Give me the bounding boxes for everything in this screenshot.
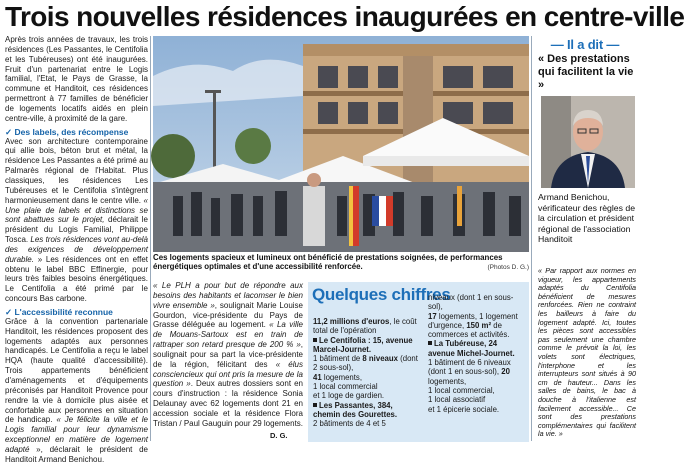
column-rule xyxy=(150,36,151,441)
figure-line: 17 logements, 1 logement d'urgence, 150 m² de commerces et activités. xyxy=(428,311,518,340)
figure-line: et 1 loge de gardien. xyxy=(313,391,385,401)
bullet-square-icon xyxy=(428,341,432,345)
figures-left xyxy=(313,317,421,429)
article-column-2: « Le PLH a pour but de répondre aux besoins des habitants et lacomser le bien vivre ensemble », soulignait Marie Louise Gourdon, vice-présidente du Pays de Grasse déléguée au logement. « La ville de Mouans-Sartoux est en train de rattraper son retard presque de 200 % », soulignait pour sa part la vice-présidente de la région, félicitant des « élus consciencieux qui ont pris la mesure de la question ». Deux autres dossiers sont en cours d'instruction : la résidence Sonia Delaunay avec 62 logements dont 21 en accession sociale et la résidence Flora Tristan / Paul Gauguin pour 29 logements. xyxy=(153,281,304,428)
paragraph: Avec son architecture contemporaine qui allie bois, béton brut et métal, la résidence Les Passantes a été primé au Palmarès régional de l'Habitat. Plus classiques, les résidences Les Tubéreuses et le Centifolia s'intègrent harmonieusement dans le centre ville. « Une plaie de labels et distinctions se sont abattues sur le projet, déclarait le président du Logis Familial, Philippe Tosca. Les trois résidences vont au-delà des exigences de développement durable. » Les résidences ont en effet obtenu le label BBC Effinergie, pour leurs très faibles besoins énergétiques. Le Centifolia a été primé par le concours Bas carbone. xyxy=(5,136,149,304)
checkmark-icon: ✓ xyxy=(5,306,15,317)
column-rule xyxy=(531,36,532,441)
figure-line: 1 local commercial, xyxy=(428,385,495,395)
article-column-1 xyxy=(5,35,148,465)
paragraph: Après trois années de travaux, les trois résidences (Les Passantes, le Centifolia et les Tubéreuses) ont été inaugurées. Fruit d'un partenariat entre le Logis familial, l'Etat, le Pays de Grasse, la commune et Handitoit, ces résidences permettront à 77 familles de bénéficier de logements locatifs aidés en plein centre-ville, à proximité de la gare. xyxy=(5,35,148,123)
dash-icon: — xyxy=(550,37,568,52)
photo-illustration xyxy=(153,36,529,252)
sidebar-kicker: — Il a dit — xyxy=(550,37,620,52)
bullet-square-icon xyxy=(313,403,317,407)
photo-credit: (Photos D. G.) xyxy=(487,264,529,272)
figure-line: 2 bâtiments de 4 et 5 xyxy=(313,419,386,429)
dash-icon: — xyxy=(602,37,620,52)
residence-photo xyxy=(153,36,529,252)
figure-line: 1 local associatif xyxy=(428,395,486,405)
sidebar-quote: « Des prestations qui facilitent la vie » xyxy=(538,53,634,91)
sidebar-quote-body: « Par rapport aux normes en vigueur, les appartements adaptés du Centifolia bénéficient de mesures renforcées. Rien ne contraint les bailleurs à faire du logement adapté. Ici, toutes les pièces sont accessibles pas seulement une chambre comme le prévoit la loi, les volets sont électriques, l'interphone et les interrupteurs sont situés à 90 cm de hauteur... Dans les salles de bains, le bac à douche à l'italienne est facilement accessible... Ce sont des prestations complémentaires qui facilitent la vie. » xyxy=(538,266,636,439)
figure-line: niveaux (dont 1 en sous-sol), xyxy=(428,293,514,312)
author-signature: D. G. xyxy=(270,431,288,440)
figure-heading: Les Passantes, 384, chemin des Gourettes. xyxy=(313,400,398,419)
figure-line: 41 logements, xyxy=(313,372,362,382)
portrait-illustration xyxy=(541,96,635,188)
figure-line: 1 bâtiment de 6 niveaux (dont 1 en sous-sol), 20 logements, xyxy=(428,358,511,386)
checkmark-icon: ✓ xyxy=(5,126,15,137)
bullet-square-icon xyxy=(313,338,317,342)
figure-line: 11,2 millions d'euros, le coût total de l'opération xyxy=(313,317,417,336)
photo-caption: Ces logements spacieux et lumineux ont bénéficié de prestations soignées, de performances énergétiques optimales et d'une accessibilité renforcée. (Photos D. G.) xyxy=(153,253,529,272)
figure-heading: Le Centifolia : 15, avenue Marcel-Journet. xyxy=(313,335,413,354)
sidebar-person-name: Armand Benichou, vérificateur des règles de la circulation et président régional de l'association Handitoit xyxy=(538,192,636,245)
paragraph: Grâce à la convention partenariale Handitoit, les résidences proposent des logements adaptés aux personnes handicapés. Le Centifolia a reçu le label HQA (haute qualité d'accessibilité). Trois appartements bénéficient d'aménagements et d'équipements préconisés par Handitoit Provence pour rendre la vie à domicile plus aisée et confortable aux personnes en situation de handicap. « Je félicite la ville et le Logis familial pour leur dynamisme exceptionnel en matière de logement adapté », déclarait le président de Handitoit Armand Benichou. xyxy=(5,316,148,464)
portrait-photo xyxy=(541,96,635,188)
figures-right xyxy=(428,293,526,414)
figure-heading: La Tubéreuse, 24 avenue Michel-Journet. xyxy=(428,339,515,358)
figures-box-title: Quelques chiffres xyxy=(312,285,451,304)
subheading: ✓ L'accessibilité reconnue xyxy=(5,306,113,317)
figure-line: et 1 épicerie sociale. xyxy=(428,404,500,414)
headline: Trois nouvelles résidences inaugurées en centre-ville xyxy=(5,1,684,32)
figure-line: 1 local commercial xyxy=(313,382,378,392)
figure-line: 1 bâtiment de 8 niveaux (dont 2 sous-sol), xyxy=(313,354,418,373)
subheading: ✓ Des labels, des récompense xyxy=(5,126,129,137)
